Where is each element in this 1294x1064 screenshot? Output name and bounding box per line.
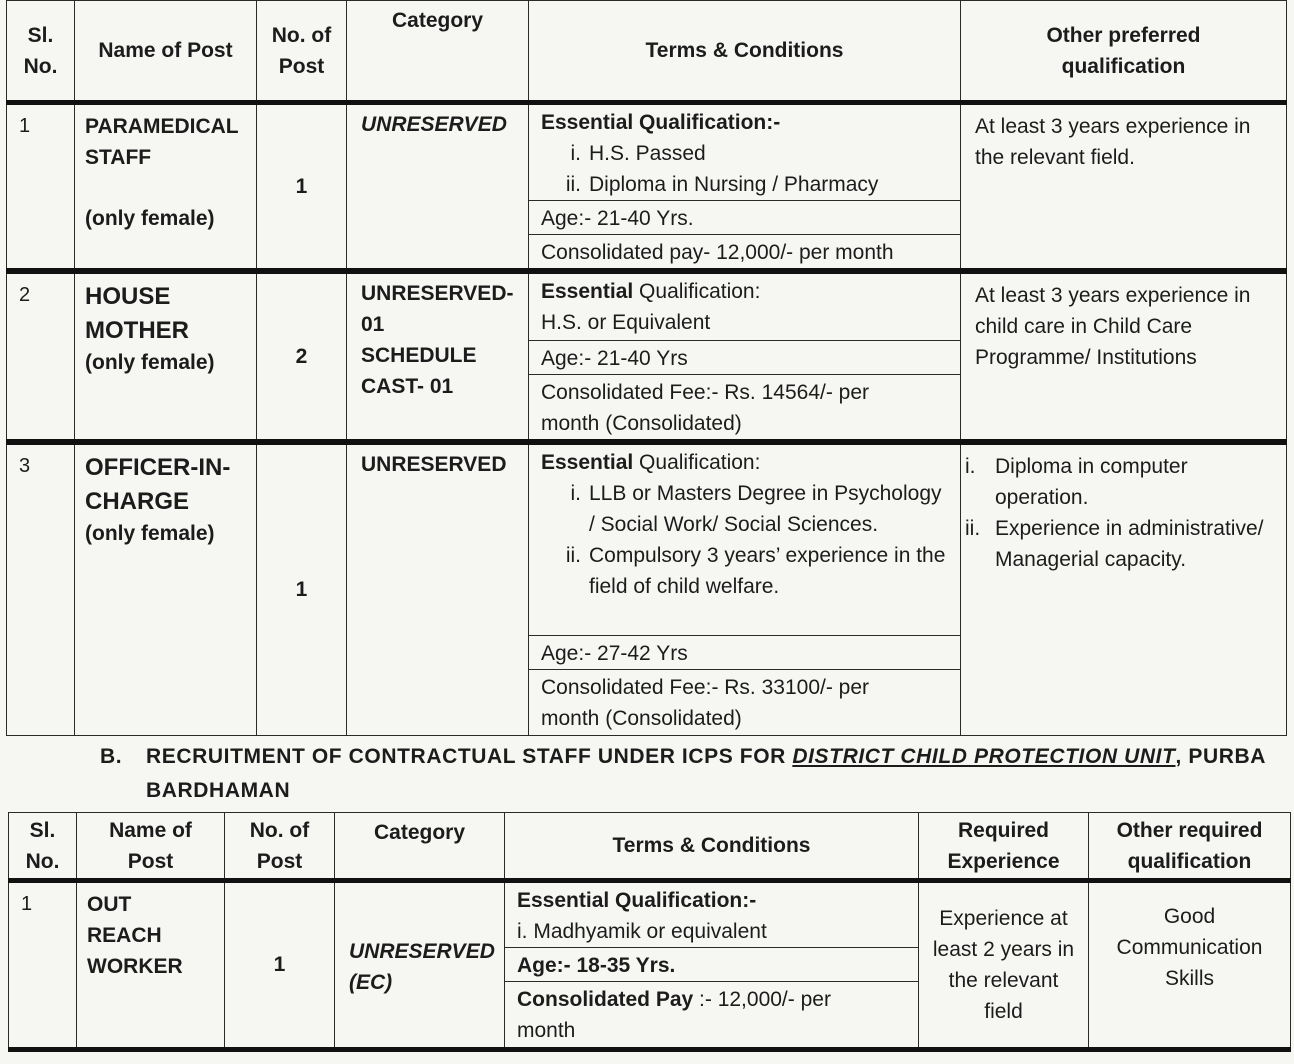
header-name-of-post: Name of Post bbox=[75, 1, 257, 103]
list-marker: ii. bbox=[965, 517, 981, 540]
category-cell bbox=[347, 442, 529, 736]
post-name-cell bbox=[75, 271, 257, 442]
list-marker: i. bbox=[570, 482, 581, 505]
row-sl-no: 1 bbox=[9, 881, 77, 1050]
category-line: UNRESERVED- bbox=[361, 282, 514, 305]
post-count: 2 bbox=[257, 271, 347, 442]
eq-label-rest: Qualification: bbox=[633, 280, 761, 303]
category-value: UNRESERVED bbox=[361, 453, 507, 476]
list-text: H.S. Passed bbox=[589, 142, 706, 165]
table-row bbox=[7, 271, 1287, 341]
age-cell: Age:- 21-40 Yrs. bbox=[529, 201, 961, 235]
list-text: LLB or Masters Degree in Psychology / Social Work/ Social Sciences. bbox=[589, 482, 942, 536]
eq-label: Essential Qualification:- bbox=[541, 111, 781, 134]
post-name: OUT REACH WORKER bbox=[77, 881, 225, 1050]
essential-qualification-cell bbox=[529, 103, 961, 201]
posts-table-a bbox=[6, 0, 1287, 736]
table-header-row bbox=[9, 813, 1291, 881]
header-category: Category bbox=[347, 1, 529, 103]
list-marker: ii. bbox=[565, 544, 581, 567]
header-sl-no: Sl. No. bbox=[9, 813, 77, 881]
list-text: Experience in administrative/ Managerial capacity. bbox=[995, 517, 1264, 571]
section-label: B. bbox=[100, 745, 123, 768]
category-line: CAST- 01 bbox=[361, 375, 454, 398]
pay-cell: Consolidated Fee:- Rs. 33100/- per month (Consolidated) bbox=[529, 670, 961, 736]
category-cell bbox=[347, 271, 529, 442]
category-line: SCHEDULE bbox=[361, 344, 477, 367]
pay-cell bbox=[505, 982, 919, 1050]
list-marker: ii. bbox=[565, 173, 581, 196]
post-name-cell bbox=[75, 103, 257, 272]
post-count: 1 bbox=[257, 442, 347, 736]
header-other-qualification: Other preferred qualification bbox=[961, 1, 1287, 103]
pay-cell: Consolidated pay- 12,000/- per month bbox=[529, 235, 961, 272]
header-name-of-post: Name of Post bbox=[77, 813, 225, 881]
post-note: (only female) bbox=[85, 351, 215, 374]
category-value: UNRESERVED (EC) bbox=[349, 940, 495, 994]
list-item bbox=[541, 169, 950, 200]
essential-qualification-cell bbox=[505, 881, 919, 948]
age-text: Age:- 18-35 Yrs. bbox=[517, 954, 676, 977]
other-qualification-cell: At least 3 years experience in child care in Child Care Programme/ Institutions bbox=[961, 271, 1287, 442]
post-note: (only female) bbox=[85, 522, 215, 545]
table-row bbox=[7, 442, 1287, 636]
category-cell bbox=[347, 103, 529, 272]
eq-text: i. Madhyamik or equivalent bbox=[517, 920, 767, 943]
category-cell bbox=[335, 881, 505, 1050]
list-item bbox=[541, 478, 950, 540]
row-sl-no: 2 bbox=[7, 271, 75, 442]
post-name: HOUSE MOTHER bbox=[85, 283, 189, 344]
section-text-underlined: DISTRICT CHILD PROTECTION UNIT bbox=[792, 745, 1176, 768]
other-qualification-cell bbox=[961, 442, 1287, 736]
eq-list bbox=[541, 138, 950, 200]
other-qualification-cell: At least 3 years experience in the relevant field. bbox=[961, 103, 1287, 272]
category-value: UNRESERVED bbox=[361, 113, 507, 136]
header-no-of-post: No. of Post bbox=[225, 813, 335, 881]
table-row bbox=[7, 103, 1287, 201]
pay-label: Consolidated Pay bbox=[517, 988, 694, 1011]
post-note: (only female) bbox=[85, 207, 215, 230]
age-cell: Age:- 27-42 Yrs bbox=[529, 636, 961, 670]
eq-label-bold: Essential bbox=[541, 280, 634, 303]
header-category: Category bbox=[335, 813, 505, 881]
other-qualification-cell: Good Communication Skills bbox=[1089, 881, 1291, 1050]
post-name: OFFICER-IN-CHARGE bbox=[85, 454, 231, 515]
header-terms-conditions: Terms & Conditions bbox=[529, 1, 961, 103]
list-marker: i. bbox=[965, 455, 976, 478]
list-marker: i. bbox=[570, 142, 581, 165]
section-text: RECRUITMENT OF CONTRACTUAL STAFF UNDER ICPS FOR bbox=[146, 745, 793, 768]
required-experience-cell: Experience at least 2 years in the relevant field bbox=[919, 881, 1089, 1050]
header-terms-conditions: Terms & Conditions bbox=[505, 813, 919, 881]
category-line: 01 bbox=[361, 313, 385, 336]
eq-text: H.S. or Equivalent bbox=[541, 311, 711, 334]
list-item bbox=[541, 138, 950, 169]
post-name-cell bbox=[75, 442, 257, 736]
post-count: 1 bbox=[257, 103, 347, 272]
header-sl-no: Sl. No. bbox=[7, 1, 75, 103]
row-sl-no: 3 bbox=[7, 442, 75, 736]
list-item bbox=[541, 540, 950, 602]
table-header-row bbox=[7, 1, 1287, 103]
eq-label: Essential Qualification:- bbox=[517, 889, 757, 912]
list-text: Diploma in computer operation. bbox=[995, 455, 1188, 509]
list-text: Diploma in Nursing / Pharmacy bbox=[589, 173, 879, 196]
pay-rest: :- 12,000/- per month bbox=[517, 988, 831, 1042]
essential-qualification-cell bbox=[529, 442, 961, 636]
section-text-after: , PURBA bbox=[1175, 745, 1267, 768]
row-sl-no: 1 bbox=[7, 103, 75, 272]
list-item bbox=[965, 513, 1276, 575]
essential-qualification-cell bbox=[529, 271, 961, 341]
section-text-line2: BARDHAMAN bbox=[146, 779, 291, 802]
age-cell: Age:- 21-40 Yrs bbox=[529, 341, 961, 375]
list-item bbox=[965, 451, 1276, 513]
header-other-qualification: Other required qualification bbox=[1089, 813, 1291, 881]
eq-label-bold: Essential bbox=[541, 451, 634, 474]
age-cell bbox=[505, 948, 919, 982]
list-text: Compulsory 3 years’ experience in the field of child welfare. bbox=[589, 544, 946, 598]
header-no-of-post: No. of Post bbox=[257, 1, 347, 103]
pay-cell: Consolidated Fee:- Rs. 14564/- per month (Consolidated) bbox=[529, 375, 961, 443]
section-b-heading bbox=[100, 740, 1280, 808]
post-count: 1 bbox=[225, 881, 335, 1050]
header-required-experience: Required Experience bbox=[919, 813, 1089, 881]
eq-list bbox=[541, 478, 950, 602]
eq-label-rest: Qualification: bbox=[633, 451, 761, 474]
post-name: PARAMEDICAL STAFF bbox=[85, 115, 239, 169]
posts-table-b bbox=[8, 812, 1291, 1052]
table-row bbox=[9, 881, 1291, 948]
